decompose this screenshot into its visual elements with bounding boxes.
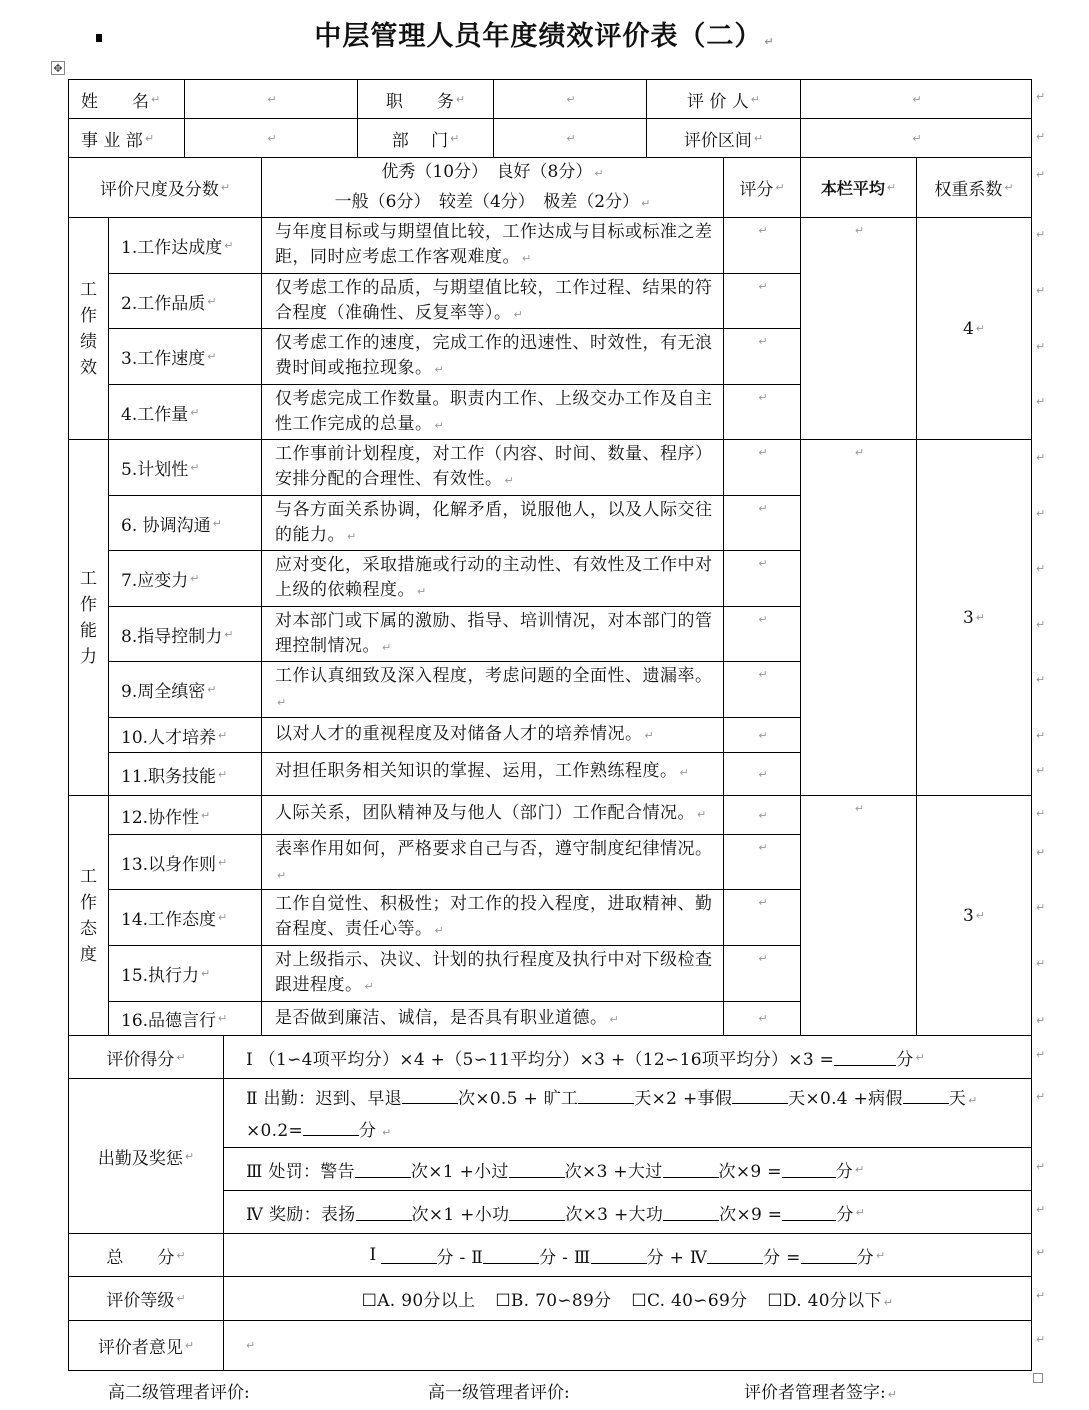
- warning-count-blank[interactable]: [355, 1161, 411, 1178]
- item-label: 10.人才培养 ↵: [108, 717, 262, 753]
- item-label: 1.工作达成度 ↵: [108, 217, 262, 274]
- grade-label: 评价等级 ↵: [68, 1276, 224, 1321]
- grade-options: [223, 1276, 1032, 1321]
- item-score-input[interactable]: ↵: [723, 717, 801, 753]
- attendance-total-blank[interactable]: [303, 1119, 359, 1136]
- grade-option-d[interactable]: ☐D. 40分以下 ↵: [767, 1291, 894, 1311]
- division-label: 事 业 部 ↵: [68, 118, 185, 158]
- item-label: 2.工作品质 ↵: [108, 273, 262, 329]
- reward-row: Ⅳ 奖励：表扬 次×1 +小功 次×3 +大功 次×9 = 分 ↵: [223, 1190, 1032, 1234]
- evaluator-signature: 评价者管理者签字: ↵: [744, 1383, 897, 1403]
- row-end-mark: ↵: [1036, 1289, 1046, 1302]
- row-end-mark: ↵: [1036, 507, 1046, 520]
- item-description: 工作认真细致及深入程度，考虑问题的全面性、遗漏率。↵: [261, 661, 724, 718]
- item-score-input[interactable]: ↵: [723, 439, 801, 496]
- minor-merit-blank[interactable]: [509, 1204, 565, 1221]
- row-end-mark: ↵: [1036, 807, 1046, 820]
- grade-option-b[interactable]: ☐B. 70∽89分: [495, 1291, 612, 1311]
- first-level-manager-evaluation: 高一级管理者评价:: [428, 1383, 570, 1403]
- section-attitude-label: 工 作 态 度: [68, 795, 109, 1036]
- row-end-mark: ↵: [1036, 846, 1046, 859]
- item-description: 是否做到廉洁、诚信，是否具有职业道德。 ↵: [261, 1001, 724, 1036]
- row-end-mark: ↵: [1036, 1203, 1046, 1216]
- item-description: 人际关系，团队精神及与他人（部门）工作配合情况。 ↵: [261, 795, 724, 835]
- item-description: 表率作用如何，严格要求自己与否，遵守制度纪律情况。↵: [261, 834, 724, 890]
- table-move-handle-icon[interactable]: ✥: [51, 61, 65, 75]
- item-score-input[interactable]: ↵: [723, 834, 801, 890]
- grade-option-c[interactable]: ☐C. 40∽69分: [631, 1291, 748, 1311]
- item-label: 7.应变力 ↵: [108, 550, 262, 607]
- checkbox-icon[interactable]: ☐: [631, 1291, 647, 1311]
- section-ability-average[interactable]: ↵: [800, 439, 917, 796]
- item-score-input[interactable]: ↵: [723, 328, 801, 385]
- sick-leave-blank[interactable]: [903, 1087, 949, 1104]
- row-end-mark: ↵: [1036, 130, 1046, 143]
- item-description: 应对变化，采取措施或行动的主动性、有效性及工作中对上级的依赖程度。 ↵: [261, 550, 724, 607]
- item-score-input[interactable]: ↵: [723, 889, 801, 946]
- name-field[interactable]: ↵: [184, 79, 358, 119]
- row-end-mark: ↵: [1036, 168, 1046, 181]
- department-field[interactable]: ↵: [493, 118, 647, 158]
- item-description: 对上级指示、决议、计划的执行程度及执行中对下级检查跟进程度。 ↵: [261, 945, 724, 1002]
- section-ability-label: 工 作 能 力: [68, 439, 109, 796]
- row-end-mark: ↵: [1036, 90, 1046, 103]
- row-end-mark: ↵: [1036, 1333, 1046, 1346]
- position-field[interactable]: ↵: [493, 79, 647, 119]
- row-end-mark: ↵: [1036, 673, 1046, 686]
- row-end-mark: ↵: [1036, 764, 1046, 777]
- major-merit-blank[interactable]: [663, 1204, 719, 1221]
- item-label: 11.职务技能 ↵: [108, 752, 262, 796]
- grade-option-a[interactable]: ☐A. 90分以上: [361, 1291, 476, 1311]
- section-performance-average[interactable]: ↵: [800, 217, 917, 440]
- item-description: 仅考虑完成工作数量。职责内工作、上级交办工作及自主性工作完成的总量。 ↵: [261, 384, 724, 440]
- row-end-mark: ↵: [1036, 1160, 1046, 1173]
- row-end-mark: ↵: [1036, 618, 1046, 631]
- row-end-mark: ↵: [1036, 562, 1046, 575]
- item-label: 12.协作性 ↵: [108, 795, 262, 835]
- item-label: 8.指导控制力 ↵: [108, 606, 262, 662]
- section-attitude-weight: 3 ↵: [916, 795, 1032, 1036]
- item-description: 以对人才的重视程度及对储备人才的培养情况。 ↵: [261, 717, 724, 753]
- item-score-input[interactable]: ↵: [723, 495, 801, 551]
- checkbox-icon[interactable]: ☐: [361, 1291, 378, 1311]
- row-end-mark: ↵: [1036, 1246, 1046, 1259]
- commendation-count-blank[interactable]: [356, 1204, 412, 1221]
- scale-line-2: 一般（6分） 较差（4分） 极差（2分） ↵: [334, 191, 651, 212]
- name-label: 姓 名 ↵: [68, 79, 185, 119]
- opinion-label: 评价者意见 ↵: [68, 1320, 224, 1371]
- row-end-mark: ↵: [1036, 729, 1046, 742]
- item-label: 5.计划性 ↵: [108, 439, 262, 496]
- table-resize-handle-icon[interactable]: [1033, 1373, 1043, 1383]
- department-label: 部 门 ↵: [357, 118, 494, 158]
- item-description: 工作自觉性、积极性；对工作的投入程度，进取精神、勤奋程度、责任心等。 ↵: [261, 889, 724, 946]
- reward-total-blank[interactable]: [782, 1204, 836, 1221]
- penalty-total-blank[interactable]: [782, 1161, 836, 1178]
- row-end-mark: ↵: [1036, 1048, 1046, 1061]
- checkbox-icon[interactable]: ☐: [767, 1291, 783, 1311]
- penalty-row: Ⅲ 处罚：警告 次×1 +小过 次×3 +大过 次×9 = 分 ↵: [223, 1147, 1032, 1191]
- total-sum-blank[interactable]: [801, 1247, 857, 1264]
- section-performance-label: 工 作 绩 效: [68, 217, 109, 440]
- total-label: 总 分 ↵: [68, 1233, 224, 1277]
- item-description: 与年度目标或与期望值比较，工作达成与目标或标准之差距，同时应考虑工作客观难度。 ↵: [261, 217, 724, 274]
- item-score-input[interactable]: ↵: [723, 945, 801, 1002]
- total-formula: Ⅰ 分 - Ⅱ 分 - Ⅲ 分 + Ⅳ 分 = 分 ↵: [223, 1233, 1032, 1277]
- item-description: 对担任职务相关知识的掌握、运用，工作熟练程度。 ↵: [261, 752, 724, 796]
- opinion-field[interactable]: ↵: [223, 1320, 1032, 1371]
- item-label: 4.工作量 ↵: [108, 384, 262, 440]
- division-field[interactable]: ↵: [184, 118, 358, 158]
- evaluator-label: 评 价 人 ↵: [646, 79, 801, 119]
- position-label: 职 务 ↵: [357, 79, 494, 119]
- scale-label: 评价尺度及分数 ↵: [68, 157, 262, 218]
- item-score-input[interactable]: ↵: [723, 217, 801, 274]
- row-end-mark: ↵: [1036, 451, 1046, 464]
- item-label: 3.工作速度 ↵: [108, 328, 262, 385]
- scale-legend: [261, 157, 724, 218]
- evaluation-score-formula: Ⅰ （1∽4项平均分）×4 +（5∽11平均分）×3 +（12∽16项平均分）×3 = 分 ↵: [223, 1035, 1032, 1079]
- score-header: 评分 ↵: [723, 157, 801, 218]
- row-end-mark: ↵: [1036, 1014, 1046, 1027]
- total-ii-blank[interactable]: [483, 1247, 539, 1264]
- row-end-mark: ↵: [1036, 957, 1046, 970]
- row-end-mark: ↵: [1036, 228, 1046, 241]
- item-label: 16.品德言行 ↵: [108, 1001, 262, 1036]
- major-demerit-blank[interactable]: [663, 1161, 719, 1178]
- total-iii-blank[interactable]: [591, 1247, 647, 1264]
- absent-days-blank[interactable]: [578, 1087, 634, 1104]
- period-field[interactable]: ↵: [800, 118, 1032, 158]
- row-end-mark: ↵: [1036, 284, 1046, 297]
- average-header: 本栏平均 ↵: [800, 157, 917, 218]
- minor-demerit-blank[interactable]: [509, 1161, 565, 1178]
- checkbox-icon[interactable]: ☐: [495, 1291, 511, 1311]
- section-attitude-average[interactable]: ↵: [800, 795, 917, 1036]
- item-label: 9.周全缜密 ↵: [108, 661, 262, 718]
- item-label: 14.工作态度 ↵: [108, 889, 262, 946]
- item-score-input[interactable]: ↵: [723, 795, 801, 835]
- row-end-mark: ↵: [1036, 340, 1046, 353]
- weight-header: 权重系数 ↵: [916, 157, 1032, 218]
- item-label: 6. 协调沟通 ↵: [108, 495, 262, 551]
- row-end-mark: ↵: [1036, 1090, 1046, 1103]
- scale-line-1: 优秀（10分） 良好（8分） ↵: [381, 161, 604, 182]
- period-label: 评价区间 ↵: [646, 118, 801, 158]
- item-score-input[interactable]: ↵: [723, 606, 801, 662]
- item-description: 仅考虑工作的品质，与期望值比较，工作过程、结果的符合程度（准确性、反复率等）。 ↵: [261, 273, 724, 329]
- section-performance-weight: 4 ↵: [916, 217, 1032, 440]
- item-score-input[interactable]: ↵: [723, 550, 801, 607]
- total-iv-blank[interactable]: [707, 1247, 763, 1264]
- item-description: 仅考虑工作的速度，完成工作的迅速性、时效性，有无浪费时间或拖拉现象。 ↵: [261, 328, 724, 385]
- evaluation-score-blank[interactable]: [834, 1049, 896, 1066]
- total-i-blank[interactable]: [381, 1247, 437, 1264]
- section-ability-weight: 3 ↵: [916, 439, 1032, 796]
- attendance-row: Ⅱ 出勤：迟到、早退 次×0.5 + 旷工 天×2 +事假 天×0.4 +病假 天 ↵ ×0.2= 分 ↵: [223, 1078, 1032, 1148]
- evaluator-field[interactable]: ↵: [800, 79, 1032, 119]
- row-end-mark: ↵: [1036, 395, 1046, 408]
- row-end-mark: ↵: [1036, 901, 1046, 914]
- item-label: 15.执行力 ↵: [108, 945, 262, 1002]
- personal-leave-blank[interactable]: [732, 1087, 788, 1104]
- second-level-manager-evaluation: 高二级管理者评价:: [108, 1383, 250, 1403]
- late-count-blank[interactable]: [402, 1087, 458, 1104]
- item-score-input[interactable]: ↵: [723, 752, 801, 796]
- item-description: 与各方面关系协调，化解矛盾，说服他人，以及人际交往的能力。 ↵: [261, 495, 724, 551]
- item-description: 对本部门或下属的激励、指导、培训情况，对本部门的管理控制情况。 ↵: [261, 606, 724, 662]
- item-label: 13.以身作则 ↵: [108, 834, 262, 890]
- item-score-input[interactable]: ↵: [723, 1001, 801, 1036]
- item-score-input[interactable]: ↵: [723, 661, 801, 718]
- evaluation-score-label: 评价得分 ↵: [68, 1035, 224, 1079]
- item-score-input[interactable]: ↵: [723, 384, 801, 440]
- page-title: 中层管理人员年度绩效评价表（二） ↵: [314, 21, 775, 52]
- attendance-label: 出勤及奖惩 ↵: [68, 1078, 224, 1234]
- item-score-input[interactable]: ↵: [723, 273, 801, 329]
- item-description: 工作事前计划程度，对工作（内容、时间、数量、程序）安排分配的合理性、有效性。 ↵: [261, 439, 724, 496]
